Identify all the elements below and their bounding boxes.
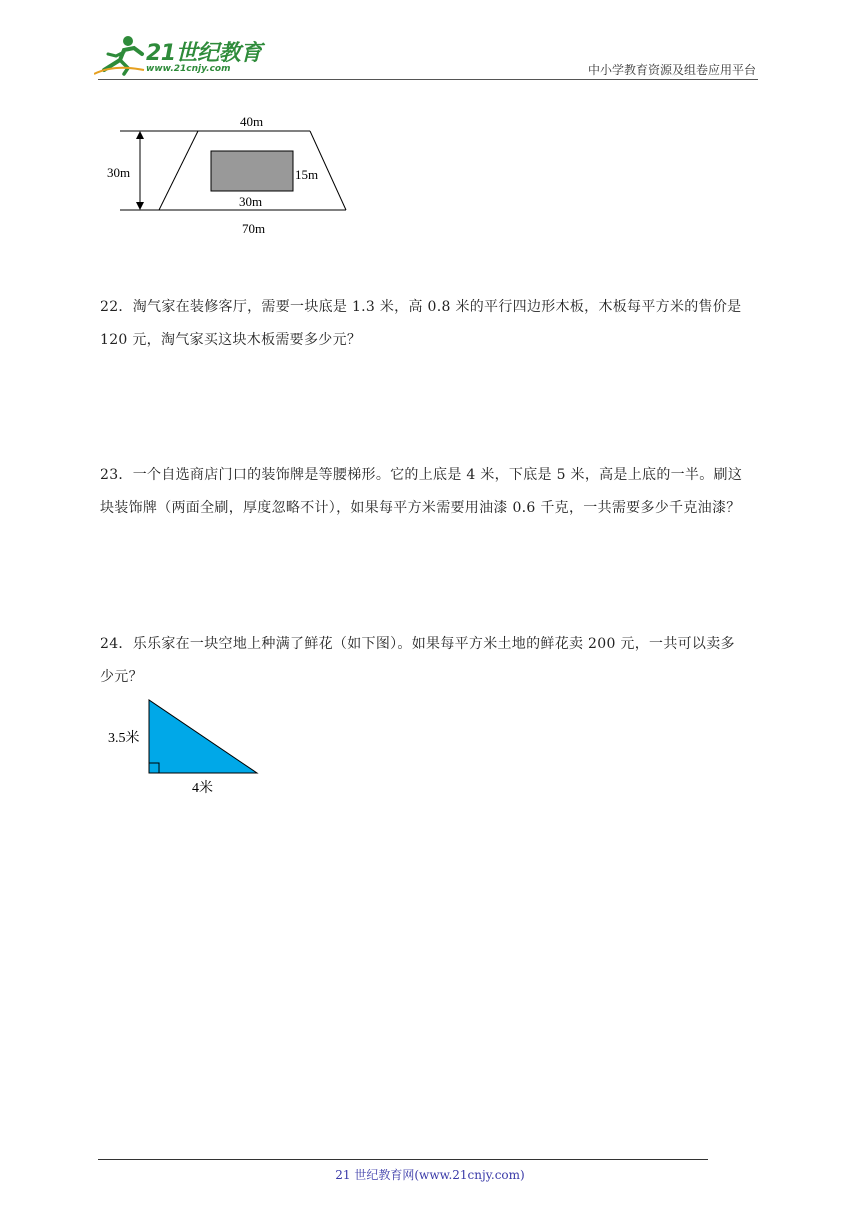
trapezoid-left-side: [159, 131, 198, 210]
footer-divider: [98, 1159, 708, 1160]
label-left-height: 30m: [107, 165, 131, 180]
arrow-down-icon: [136, 202, 144, 210]
label-triangle-height: 3.5米: [108, 731, 140, 746]
trapezoid-figure: [100, 110, 360, 240]
footer-text: 21 世纪教育网(www.21cnjy.com): [335, 1168, 525, 1182]
grey-rectangle: [211, 151, 293, 191]
right-triangle: [149, 700, 257, 773]
question-24-line2: 少元？: [100, 669, 143, 685]
question-23-line1: 23．一个自选商店门口的装饰牌是等腰梯形。它的上底是 4 米，下底是 5 米，高是上底的一半。刷这: [100, 467, 743, 483]
label-top: 40m: [240, 114, 264, 129]
question-22: [100, 291, 762, 357]
arrow-up-icon: [136, 131, 144, 139]
label-triangle-base: 4米: [192, 781, 213, 796]
header-platform-name: 中小学教育资源及组卷应用平台: [587, 63, 756, 77]
question-23-line2: 块装饰牌（两面全刷，厚度忽略不计），如果每平方米需要用油漆 0.6 千克，一共需要多少千克油漆？: [100, 500, 741, 516]
question-24-line1: 24．乐乐家在一块空地上种满了鲜花（如下图）。如果每平方米土地的鲜花卖 200 元，一共可以卖多: [100, 636, 735, 652]
question-24: [100, 628, 762, 694]
question-22-line1: 22．淘气家在装修客厅，需要一块底是 1.3 米，高 0.8 米的平行四边形木板，木板每平方米的售价是: [100, 299, 742, 315]
label-rect-height: 15m: [295, 167, 319, 182]
label-rect-width: 30m: [239, 194, 263, 209]
question-22-line2: 120 元，淘气家买这块木板需要多少元？: [100, 332, 362, 348]
label-bottom: 70m: [242, 221, 266, 236]
page-header: [0, 0, 860, 90]
header-divider: [98, 79, 758, 80]
question-23: [100, 459, 762, 525]
triangle-figure: [104, 696, 274, 800]
logo-text: 21世纪教育: [146, 41, 262, 66]
logo-url: www.21cnjy.com: [146, 64, 231, 74]
